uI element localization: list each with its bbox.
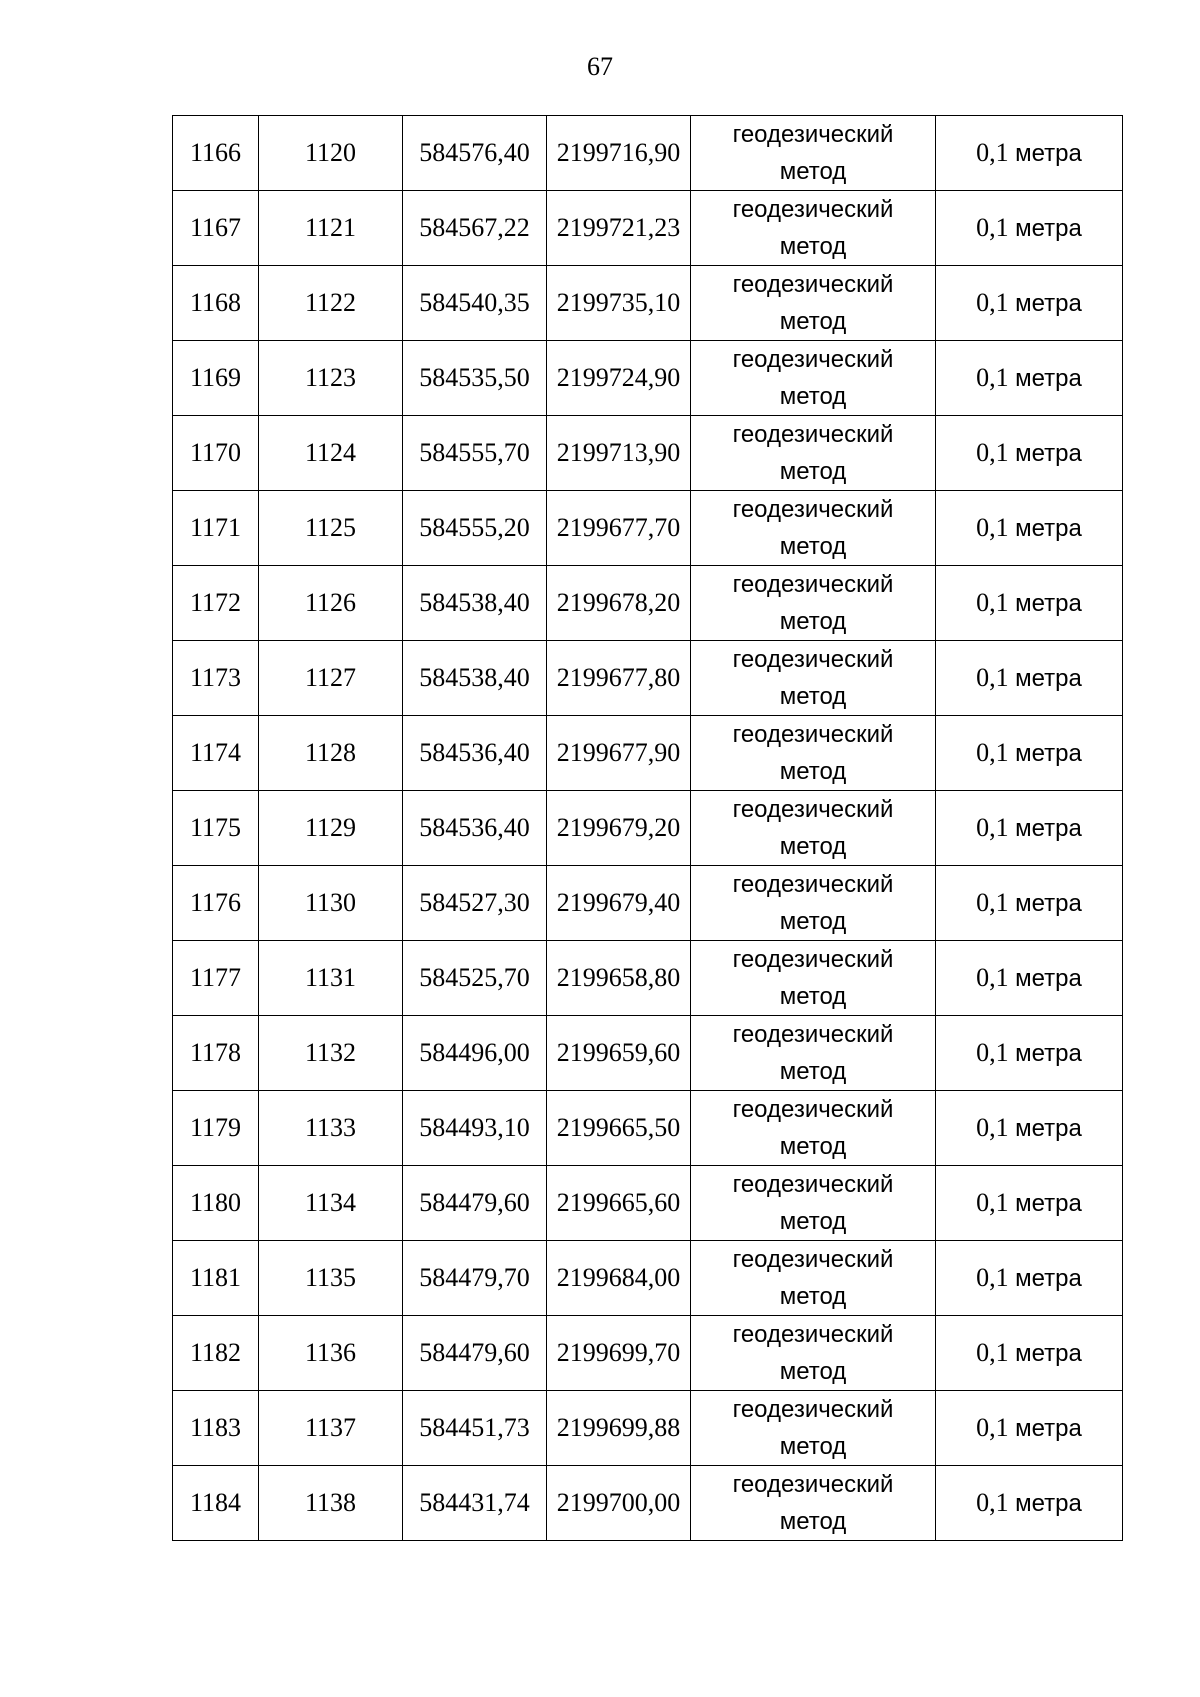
- x-coordinate-cell: 584493,10: [403, 1091, 547, 1166]
- point-number-cell: 1123: [259, 341, 403, 416]
- table-row: [173, 1241, 1123, 1316]
- point-number-cell: 1130: [259, 866, 403, 941]
- y-coordinate-cell: 2199679,20: [547, 791, 691, 866]
- method-cell: [691, 416, 936, 491]
- method-cell: [691, 1016, 936, 1091]
- accuracy-unit: метра: [1015, 140, 1082, 167]
- accuracy-unit: метра: [1015, 965, 1082, 992]
- accuracy-cell: [936, 1166, 1123, 1241]
- accuracy-value: 0,1: [976, 1488, 1009, 1517]
- table-row: [173, 1016, 1123, 1091]
- row-number-cell: 1170: [173, 416, 259, 491]
- accuracy-value: 0,1: [976, 888, 1009, 917]
- method-line-1: геодезический: [732, 346, 894, 373]
- accuracy-unit: метра: [1015, 215, 1082, 242]
- accuracy-value: 0,1: [976, 138, 1009, 167]
- method-line-1: геодезический: [732, 121, 894, 148]
- method-cell: [691, 1091, 936, 1166]
- accuracy-cell: [936, 191, 1123, 266]
- method-line-2: метод: [779, 158, 847, 185]
- y-coordinate-cell: 2199658,80: [547, 941, 691, 1016]
- x-coordinate-cell: 584567,22: [403, 191, 547, 266]
- accuracy-unit: метра: [1015, 740, 1082, 767]
- method-line-2: метод: [779, 683, 847, 710]
- x-coordinate-cell: 584431,74: [403, 1466, 547, 1541]
- accuracy-value: 0,1: [976, 1113, 1009, 1142]
- method-cell: [691, 1316, 936, 1391]
- y-coordinate-cell: 2199699,70: [547, 1316, 691, 1391]
- y-coordinate-cell: 2199716,90: [547, 116, 691, 191]
- method-cell: [691, 1391, 936, 1466]
- x-coordinate-cell: 584536,40: [403, 716, 547, 791]
- x-coordinate-cell: 584496,00: [403, 1016, 547, 1091]
- x-coordinate-cell: 584479,60: [403, 1316, 547, 1391]
- y-coordinate-cell: 2199700,00: [547, 1466, 691, 1541]
- table-row: [173, 1316, 1123, 1391]
- method-cell: [691, 716, 936, 791]
- point-number-cell: 1125: [259, 491, 403, 566]
- method-line-1: геодезический: [732, 571, 894, 598]
- y-coordinate-cell: 2199699,88: [547, 1391, 691, 1466]
- accuracy-cell: [936, 1241, 1123, 1316]
- x-coordinate-cell: 584555,20: [403, 491, 547, 566]
- row-number-cell: 1181: [173, 1241, 259, 1316]
- method-line-1: геодезический: [732, 196, 894, 223]
- method-cell: [691, 1241, 936, 1316]
- row-number-cell: 1176: [173, 866, 259, 941]
- row-number-cell: 1174: [173, 716, 259, 791]
- table-row: [173, 266, 1123, 341]
- accuracy-cell: [936, 416, 1123, 491]
- method-line-1: геодезический: [732, 1021, 894, 1048]
- row-number-cell: 1184: [173, 1466, 259, 1541]
- y-coordinate-cell: 2199665,50: [547, 1091, 691, 1166]
- x-coordinate-cell: 584479,60: [403, 1166, 547, 1241]
- coordinates-table: [172, 115, 1123, 1541]
- method-line-1: геодезический: [732, 1246, 894, 1273]
- y-coordinate-cell: 2199679,40: [547, 866, 691, 941]
- accuracy-unit: метра: [1015, 665, 1082, 692]
- method-line-2: метод: [779, 833, 847, 860]
- method-cell: [691, 116, 936, 191]
- accuracy-unit: метра: [1015, 1490, 1082, 1517]
- point-number-cell: 1127: [259, 641, 403, 716]
- point-number-cell: 1135: [259, 1241, 403, 1316]
- method-cell: [691, 191, 936, 266]
- table-row: [173, 1391, 1123, 1466]
- row-number-cell: 1166: [173, 116, 259, 191]
- x-coordinate-cell: 584451,73: [403, 1391, 547, 1466]
- accuracy-cell: [936, 1016, 1123, 1091]
- x-coordinate-cell: 584535,50: [403, 341, 547, 416]
- method-cell: [691, 941, 936, 1016]
- accuracy-value: 0,1: [976, 738, 1009, 767]
- point-number-cell: 1121: [259, 191, 403, 266]
- method-line-1: геодезический: [732, 1171, 894, 1198]
- row-number-cell: 1177: [173, 941, 259, 1016]
- y-coordinate-cell: 2199659,60: [547, 1016, 691, 1091]
- y-coordinate-cell: 2199678,20: [547, 566, 691, 641]
- table-row: [173, 866, 1123, 941]
- table-row: [173, 341, 1123, 416]
- x-coordinate-cell: 584576,40: [403, 116, 547, 191]
- row-number-cell: 1167: [173, 191, 259, 266]
- method-cell: [691, 566, 936, 641]
- y-coordinate-cell: 2199724,90: [547, 341, 691, 416]
- method-line-2: метод: [779, 533, 847, 560]
- method-line-2: метод: [779, 1508, 847, 1535]
- point-number-cell: 1138: [259, 1466, 403, 1541]
- y-coordinate-cell: 2199721,23: [547, 191, 691, 266]
- accuracy-value: 0,1: [976, 513, 1009, 542]
- method-line-1: геодезический: [732, 871, 894, 898]
- accuracy-unit: метра: [1015, 1040, 1082, 1067]
- x-coordinate-cell: 584538,40: [403, 566, 547, 641]
- method-line-2: метод: [779, 983, 847, 1010]
- method-line-2: метод: [779, 233, 847, 260]
- accuracy-cell: [936, 941, 1123, 1016]
- accuracy-value: 0,1: [976, 1188, 1009, 1217]
- y-coordinate-cell: 2199735,10: [547, 266, 691, 341]
- accuracy-value: 0,1: [976, 663, 1009, 692]
- table-row: [173, 1166, 1123, 1241]
- x-coordinate-cell: 584525,70: [403, 941, 547, 1016]
- accuracy-cell: [936, 1391, 1123, 1466]
- accuracy-value: 0,1: [976, 1263, 1009, 1292]
- method-line-2: метод: [779, 1208, 847, 1235]
- point-number-cell: 1129: [259, 791, 403, 866]
- method-line-2: метод: [779, 1358, 847, 1385]
- accuracy-unit: метра: [1015, 815, 1082, 842]
- accuracy-value: 0,1: [976, 213, 1009, 242]
- row-number-cell: 1171: [173, 491, 259, 566]
- method-cell: [691, 266, 936, 341]
- method-line-1: геодезический: [732, 796, 894, 823]
- table-row: [173, 641, 1123, 716]
- point-number-cell: 1133: [259, 1091, 403, 1166]
- table-row: [173, 1091, 1123, 1166]
- y-coordinate-cell: 2199713,90: [547, 416, 691, 491]
- x-coordinate-cell: 584538,40: [403, 641, 547, 716]
- accuracy-value: 0,1: [976, 1413, 1009, 1442]
- row-number-cell: 1182: [173, 1316, 259, 1391]
- table-row: [173, 191, 1123, 266]
- method-line-1: геодезический: [732, 1321, 894, 1348]
- accuracy-unit: метра: [1015, 1265, 1082, 1292]
- accuracy-cell: [936, 641, 1123, 716]
- x-coordinate-cell: 584479,70: [403, 1241, 547, 1316]
- accuracy-unit: метра: [1015, 1115, 1082, 1142]
- table-row: [173, 941, 1123, 1016]
- method-line-2: метод: [779, 758, 847, 785]
- table-row: [173, 791, 1123, 866]
- method-line-2: метод: [779, 1133, 847, 1160]
- row-number-cell: 1173: [173, 641, 259, 716]
- row-number-cell: 1169: [173, 341, 259, 416]
- accuracy-value: 0,1: [976, 588, 1009, 617]
- method-cell: [691, 641, 936, 716]
- accuracy-unit: метра: [1015, 890, 1082, 917]
- y-coordinate-cell: 2199677,70: [547, 491, 691, 566]
- x-coordinate-cell: 584527,30: [403, 866, 547, 941]
- point-number-cell: 1122: [259, 266, 403, 341]
- point-number-cell: 1126: [259, 566, 403, 641]
- accuracy-cell: [936, 341, 1123, 416]
- point-number-cell: 1120: [259, 116, 403, 191]
- method-line-1: геодезический: [732, 421, 894, 448]
- row-number-cell: 1168: [173, 266, 259, 341]
- point-number-cell: 1134: [259, 1166, 403, 1241]
- point-number-cell: 1137: [259, 1391, 403, 1466]
- table-row: [173, 716, 1123, 791]
- accuracy-cell: [936, 266, 1123, 341]
- method-line-2: метод: [779, 908, 847, 935]
- accuracy-value: 0,1: [976, 1038, 1009, 1067]
- x-coordinate-cell: 584540,35: [403, 266, 547, 341]
- accuracy-unit: метра: [1015, 1415, 1082, 1442]
- x-coordinate-cell: 584536,40: [403, 791, 547, 866]
- method-line-2: метод: [779, 383, 847, 410]
- row-number-cell: 1179: [173, 1091, 259, 1166]
- table-row: [173, 491, 1123, 566]
- y-coordinate-cell: 2199684,00: [547, 1241, 691, 1316]
- method-cell: [691, 1466, 936, 1541]
- method-line-2: метод: [779, 1058, 847, 1085]
- table-row: [173, 116, 1123, 191]
- table-row: [173, 416, 1123, 491]
- table-row: [173, 1466, 1123, 1541]
- method-line-2: метод: [779, 1283, 847, 1310]
- accuracy-value: 0,1: [976, 288, 1009, 317]
- method-line-2: метод: [779, 1433, 847, 1460]
- accuracy-cell: [936, 866, 1123, 941]
- accuracy-cell: [936, 791, 1123, 866]
- row-number-cell: 1183: [173, 1391, 259, 1466]
- y-coordinate-cell: 2199677,80: [547, 641, 691, 716]
- method-cell: [691, 866, 936, 941]
- method-line-1: геодезический: [732, 496, 894, 523]
- accuracy-value: 0,1: [976, 1338, 1009, 1367]
- y-coordinate-cell: 2199665,60: [547, 1166, 691, 1241]
- accuracy-value: 0,1: [976, 363, 1009, 392]
- table-row: [173, 566, 1123, 641]
- method-cell: [691, 341, 936, 416]
- accuracy-cell: [936, 116, 1123, 191]
- row-number-cell: 1175: [173, 791, 259, 866]
- method-cell: [691, 491, 936, 566]
- row-number-cell: 1180: [173, 1166, 259, 1241]
- accuracy-cell: [936, 491, 1123, 566]
- accuracy-cell: [936, 1316, 1123, 1391]
- accuracy-unit: метра: [1015, 290, 1082, 317]
- coordinates-table-body: [173, 116, 1123, 1541]
- method-cell: [691, 791, 936, 866]
- accuracy-cell: [936, 716, 1123, 791]
- method-line-1: геодезический: [732, 1471, 894, 1498]
- point-number-cell: 1131: [259, 941, 403, 1016]
- method-line-2: метод: [779, 458, 847, 485]
- method-line-1: геодезический: [732, 1396, 894, 1423]
- accuracy-unit: метра: [1015, 590, 1082, 617]
- method-cell: [691, 1166, 936, 1241]
- method-line-1: геодезический: [732, 1096, 894, 1123]
- accuracy-cell: [936, 1091, 1123, 1166]
- accuracy-value: 0,1: [976, 438, 1009, 467]
- point-number-cell: 1136: [259, 1316, 403, 1391]
- row-number-cell: 1172: [173, 566, 259, 641]
- method-line-2: метод: [779, 608, 847, 635]
- row-number-cell: 1178: [173, 1016, 259, 1091]
- accuracy-unit: метра: [1015, 515, 1082, 542]
- point-number-cell: 1132: [259, 1016, 403, 1091]
- method-line-1: геодезический: [732, 721, 894, 748]
- method-line-1: геодезический: [732, 271, 894, 298]
- accuracy-unit: метра: [1015, 1190, 1082, 1217]
- accuracy-cell: [936, 1466, 1123, 1541]
- x-coordinate-cell: 584555,70: [403, 416, 547, 491]
- y-coordinate-cell: 2199677,90: [547, 716, 691, 791]
- accuracy-value: 0,1: [976, 963, 1009, 992]
- page-number: 67: [587, 52, 613, 81]
- point-number-cell: 1128: [259, 716, 403, 791]
- method-line-1: геодезический: [732, 946, 894, 973]
- accuracy-unit: метра: [1015, 440, 1082, 467]
- method-line-1: геодезический: [732, 646, 894, 673]
- accuracy-unit: метра: [1015, 1340, 1082, 1367]
- accuracy-cell: [936, 566, 1123, 641]
- point-number-cell: 1124: [259, 416, 403, 491]
- accuracy-value: 0,1: [976, 813, 1009, 842]
- accuracy-unit: метра: [1015, 365, 1082, 392]
- method-line-2: метод: [779, 308, 847, 335]
